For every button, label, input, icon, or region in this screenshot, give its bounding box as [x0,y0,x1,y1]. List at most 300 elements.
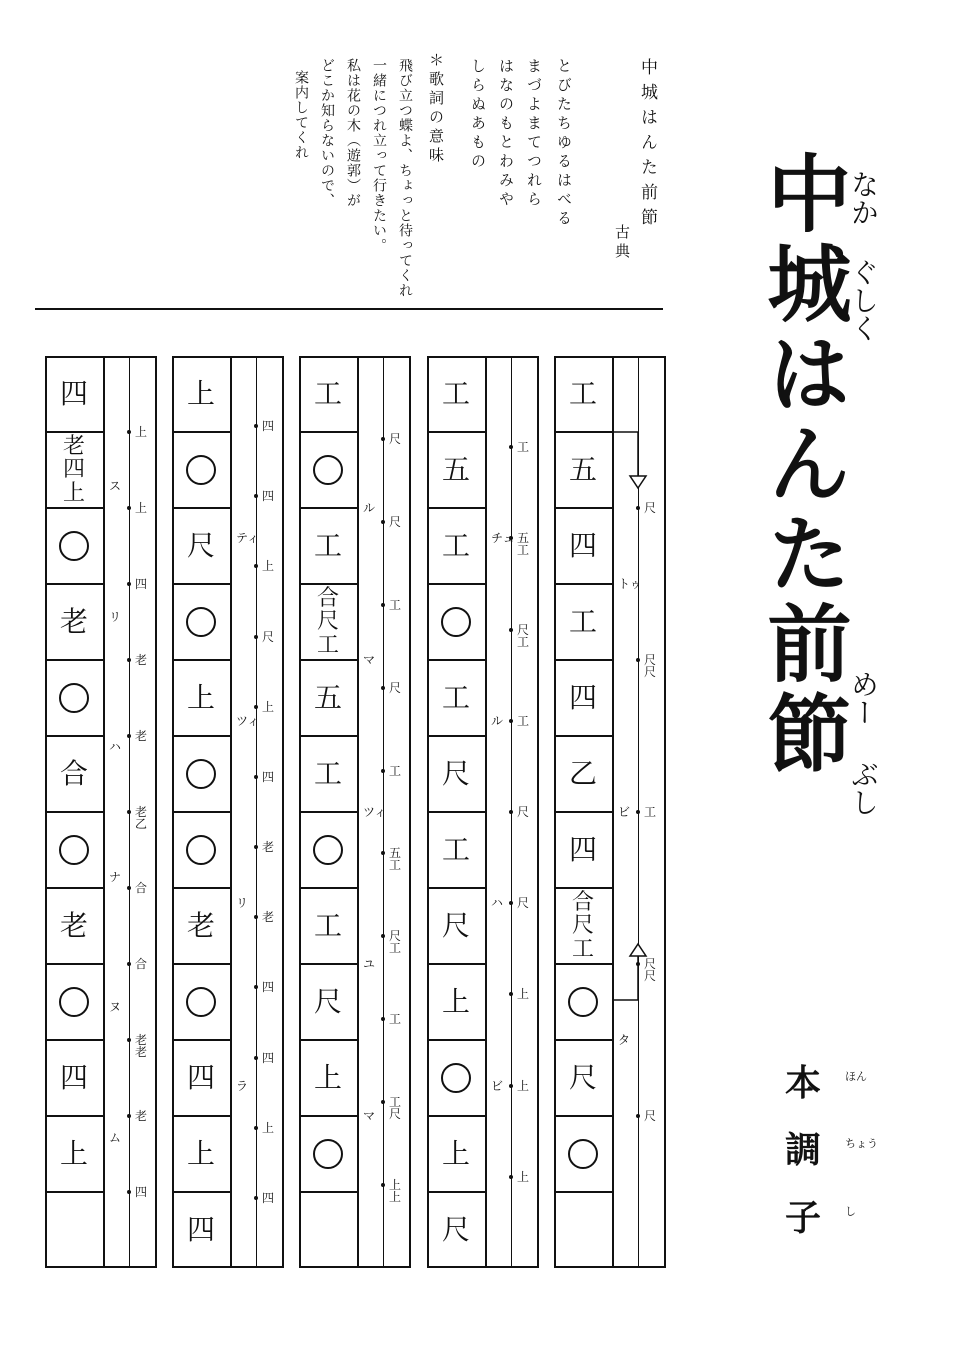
notation-char: 尺 [441,757,470,791]
score-cell [427,1192,485,1268]
note-annotation: 工 [517,714,530,728]
lyric-kana: ハ [491,896,504,910]
score-cell [299,584,357,660]
rest-circle-icon [59,531,89,561]
cell-divider [172,735,230,737]
cell-divider [45,659,103,661]
cell-divider [299,1115,357,1117]
note-annotation: 上 [262,700,275,714]
cell-divider [554,431,612,433]
score-cell [172,1192,230,1268]
score-cell [427,1116,485,1192]
note-dot-icon [254,1196,258,1200]
note-annotation: 工 [644,805,657,819]
notation-char: 合 尺 工 [316,586,339,658]
meaning-line-1: 飛び立つ蝶よ、ちょっと待ってくれ [397,58,413,298]
score-cell [554,1040,612,1116]
lyric-kana: ツィ [236,714,260,728]
note-annotation: 尺 [389,515,402,529]
score-cell [45,660,103,736]
cell-divider [299,659,357,661]
score-cell [427,584,485,660]
score-cell [554,888,612,964]
score-cell [45,1116,103,1192]
cell-divider [299,1039,357,1041]
note-dot-icon [381,437,385,441]
lyric-kana: マ [363,653,376,667]
verse-line-1: とびたちゆるはべる [555,58,573,229]
note-dot-icon [127,1038,131,1042]
cell-divider [45,811,103,813]
lyric-kana: ハ [109,740,122,754]
cell-divider [427,659,485,661]
cell-divider [172,583,230,585]
notation-char: 合 [59,757,88,791]
notation-char: 上 [186,1137,215,1171]
score-cell [172,660,230,736]
cell-divider [299,1191,357,1193]
cell-divider [45,583,103,585]
cell-divider [427,583,485,585]
rest-circle-icon [59,987,89,1017]
note-annotation: 尺工 [517,623,530,649]
big-title-ruby-gushiku: ぐしく [847,258,880,342]
rest-circle-icon [568,1139,598,1169]
score-cell [299,356,357,432]
score-cell [554,1192,612,1268]
note-annotation: 工 [389,598,402,612]
notation-char: 四 [568,529,597,563]
cell-divider [172,431,230,433]
notation-char: 上 [59,1137,88,1171]
note-dot-icon [381,934,385,938]
note-dot-icon [254,1126,258,1130]
score-cell [427,432,485,508]
cell-divider [172,887,230,889]
cell-divider [299,583,357,585]
note-annotation: 五工 [389,846,402,872]
score-cell [554,356,612,432]
lyric-kana: ス [109,479,122,493]
cell-divider [45,1115,103,1117]
rest-circle-icon [313,1139,343,1169]
cell-divider [554,1039,612,1041]
note-annotation: 尺 [389,432,402,446]
note-annotation: 四 [262,980,275,994]
score-cell [172,584,230,660]
score-cell [299,508,357,584]
verse-line-2: まづよまてつれら [525,58,543,210]
notation-char: 工 [568,605,597,639]
lyric-kana: ナ [109,870,122,884]
score-cell [554,432,612,508]
note-dot-icon [509,992,513,996]
cell-divider [172,811,230,813]
score-cell [45,356,103,432]
meaning-line-2: 一緒につれ立って行きたい。 [371,58,387,253]
lyric-kana: タ [618,1033,631,1047]
cell-divider [427,735,485,737]
note-annotation: 四 [262,419,275,433]
note-dot-icon [127,962,131,966]
score-cell [172,812,230,888]
note-dot-icon [381,1100,385,1104]
note-dot-icon [381,851,385,855]
rest-circle-icon [186,607,216,637]
score-cell [172,1116,230,1192]
note-annotation: 工 [389,1012,402,1026]
lyric-kana: トゥ [618,577,642,591]
notation-char: 工 [313,529,342,563]
note-dot-icon [509,628,513,632]
lyric-kana: ム [109,1131,122,1145]
note-dot-icon [127,658,131,662]
note-annotation: 老 [135,729,148,743]
big-title-ruby-bushi: ぶし [847,760,880,816]
score-cell [45,1040,103,1116]
key-char-cho: 調 [785,1129,822,1171]
score-cell [427,812,485,888]
notation-char: 乙 [568,757,597,791]
note-dot-icon [254,705,258,709]
key-ruby-hon: ほん [845,1070,867,1083]
notation-char: 上 [186,681,215,715]
note-annotation: 尺 [644,1109,657,1123]
verse-line-4: しらぬあもの [469,58,487,172]
note-annotation: 上 [517,987,530,1001]
notation-char: 工 [313,909,342,943]
score-cell [45,888,103,964]
score-cell [45,1192,103,1268]
notation-char: 上 [441,985,470,1019]
note-annotation: 上 [262,559,275,573]
cell-divider [554,887,612,889]
cell-divider [172,659,230,661]
note-annotation: 四 [262,770,275,784]
notation-char: 工 [568,377,597,411]
note-dot-icon [254,635,258,639]
notation-char: 合 尺 工 [571,890,594,962]
note-annotation: 老 [262,840,275,854]
header-rule [35,308,663,310]
note-dot-icon [254,915,258,919]
score-cell [554,660,612,736]
note-annotation: 老乙 [135,805,148,831]
note-dot-icon [381,1017,385,1021]
note-dot-icon [254,564,258,568]
meaning-line-3: 私は花の木（遊郭）が [345,58,361,208]
note-dot-icon [254,1056,258,1060]
score-cell [554,1116,612,1192]
note-annotation: 四 [262,1191,275,1205]
cell-divider [554,583,612,585]
lyric-kana: ル [491,714,504,728]
notation-char: 老 [59,605,88,639]
score-cell [427,964,485,1040]
note-dot-icon [636,658,640,662]
note-dot-icon [127,582,131,586]
note-annotation: 尺 [262,630,275,644]
score-cell [427,508,485,584]
score-cell [172,888,230,964]
note-dot-icon [509,810,513,814]
verse-line-3: はなのもとわみや [497,58,515,210]
notation-char: 上 [441,1137,470,1171]
score-cell [299,888,357,964]
notation-char: 工 [313,757,342,791]
score-cell [45,432,103,508]
note-dot-icon [636,1114,640,1118]
score-cell [427,660,485,736]
header-title-line: 中城はんた前節 [637,58,657,233]
score-cell [172,432,230,508]
notation-char: 尺 [441,1213,470,1247]
big-title-ruby-naka: なか [847,170,880,226]
note-annotation: 上上 [389,1178,402,1204]
lyric-kana: ビ [491,1079,504,1093]
score-column-3 [299,356,411,1268]
cell-divider [45,1191,103,1193]
cell-divider [427,431,485,433]
cell-divider [554,735,612,737]
note-annotation: 上 [262,1121,275,1135]
note-annotation: 尺尺 [644,653,657,679]
rest-circle-icon [59,683,89,713]
meaning-heading: ＊歌詞の意味 [427,52,445,166]
note-annotation: 上 [517,1170,530,1184]
cell-divider [299,431,357,433]
score-cell [427,1040,485,1116]
lyric-kana: ティ [236,531,260,545]
notation-char: 老 [59,909,88,943]
score-cell [299,736,357,812]
notation-char: 四 [186,1213,215,1247]
lyric-kana: ビ [618,805,631,819]
score-column-4 [172,356,284,1268]
score-cell [172,736,230,812]
cell-divider [45,735,103,737]
guide-line [256,356,257,1268]
notation-char: 尺 [186,529,215,563]
score-cell [299,964,357,1040]
rest-circle-icon [568,987,598,1017]
lyric-kana: チュ [491,531,515,545]
note-dot-icon [254,845,258,849]
score-cell [299,432,357,508]
rest-circle-icon [441,1063,471,1093]
note-annotation: 上 [135,425,148,439]
cell-divider [554,507,612,509]
meaning-line-5: 案内してくれ [293,70,309,160]
score-cell [427,356,485,432]
notation-char: 四 [186,1061,215,1095]
notation-char: 上 [313,1061,342,1095]
note-annotation: 尺 [644,501,657,515]
note-annotation: 四 [135,1185,148,1199]
score-cell [427,736,485,812]
note-annotation: 尺 [517,805,530,819]
note-dot-icon [127,1114,131,1118]
notation-char: 尺 [313,985,342,1019]
note-dot-icon [254,985,258,989]
score-cell [554,812,612,888]
notation-char: 老 [186,909,215,943]
score-cell [45,508,103,584]
cell-divider [299,507,357,509]
note-dot-icon [636,506,640,510]
score-column-2 [427,356,539,1268]
note-annotation: 尺尺 [644,957,657,983]
score-cell [554,736,612,812]
score-cell [299,812,357,888]
note-annotation: 四 [262,1051,275,1065]
cell-divider [554,659,612,661]
rest-circle-icon [313,835,343,865]
rest-circle-icon [186,455,216,485]
cell-divider [299,735,357,737]
note-dot-icon [381,769,385,773]
score-column-1 [554,356,666,1268]
note-dot-icon [127,810,131,814]
rest-circle-icon [186,759,216,789]
big-title: 中城はんた前節 [754,150,852,780]
score-cell [45,584,103,660]
notation-char: 工 [441,833,470,867]
note-dot-icon [381,520,385,524]
cell-divider [172,1039,230,1041]
rest-circle-icon [59,835,89,865]
score-cell [554,964,612,1040]
note-dot-icon [254,424,258,428]
note-dot-icon [254,494,258,498]
cell-divider [45,507,103,509]
note-annotation: 尺 [389,681,402,695]
note-dot-icon [509,901,513,905]
note-dot-icon [509,719,513,723]
lyric-kana: ツィ [363,805,387,819]
cell-divider [172,1191,230,1193]
meaning-line-4: どこか知らないので、 [319,58,335,208]
score-cell [45,812,103,888]
note-annotation: 合 [135,957,148,971]
note-annotation: 合 [135,881,148,895]
cell-divider [554,1191,612,1193]
note-annotation: 工 [517,440,530,454]
return-arrow-icon [612,942,652,1002]
rest-circle-icon [186,987,216,1017]
score-cell [427,888,485,964]
score-cell [554,584,612,660]
cell-divider [299,887,357,889]
notation-char: 四 [59,1061,88,1095]
score-cell [299,1192,357,1268]
header-koten: 古典 [613,224,631,262]
note-dot-icon [509,1084,513,1088]
note-annotation: 四 [135,577,148,591]
cell-divider [427,963,485,965]
repeat-arrow-icon [612,430,652,490]
note-dot-icon [509,1175,513,1179]
key-char-shi: 子 [785,1197,822,1239]
key-ruby-cho: ちょう [845,1137,878,1150]
score-cell [554,508,612,584]
note-dot-icon [381,1183,385,1187]
note-dot-icon [127,430,131,434]
notation-char: 工 [313,377,342,411]
big-title-ruby-mee: めー [847,670,880,726]
lyric-kana: ユ [363,957,376,971]
score-cell [299,660,357,736]
cell-divider [45,963,103,965]
notation-char: 五 [568,453,597,487]
note-annotation: 尺 [517,896,530,910]
notation-char: 尺 [568,1061,597,1095]
cell-divider [427,887,485,889]
note-annotation: 四 [262,489,275,503]
notation-char: 四 [568,681,597,715]
score-cell [45,736,103,812]
notation-char: 四 [568,833,597,867]
lyric-kana: リ [236,896,249,910]
notation-char: 老 四 上 [62,434,85,506]
note-annotation: 尺工 [389,929,402,955]
notation-char: 工 [441,529,470,563]
note-annotation: 上 [517,1079,530,1093]
cell-divider [427,1191,485,1193]
cell-divider [554,1115,612,1117]
key-char-hon: 本 [785,1062,822,1104]
note-dot-icon [127,1190,131,1194]
score-cell [172,508,230,584]
score-cell [299,1116,357,1192]
note-annotation: 工尺 [389,1095,402,1121]
note-annotation: 老 [262,910,275,924]
score-cell [45,964,103,1040]
notation-char: 工 [441,377,470,411]
score-column-5 [45,356,157,1268]
key-ruby-shi: し [845,1205,856,1218]
cell-divider [45,431,103,433]
score-cell [172,964,230,1040]
note-annotation: 工 [389,764,402,778]
cell-divider [45,1039,103,1041]
score-cell [299,1040,357,1116]
cell-divider [427,507,485,509]
note-dot-icon [509,445,513,449]
notation-char: 工 [441,681,470,715]
note-annotation: 五工 [517,531,530,557]
note-dot-icon [381,686,385,690]
lyric-kana: ラ [236,1079,249,1093]
cell-divider [427,811,485,813]
rest-circle-icon [313,455,343,485]
lyric-kana: ヌ [109,1000,122,1014]
notation-char: 五 [313,681,342,715]
cell-divider [427,1115,485,1117]
rest-circle-icon [441,607,471,637]
notation-char: 上 [186,377,215,411]
cell-divider [172,507,230,509]
note-dot-icon [127,886,131,890]
cell-divider [427,1039,485,1041]
note-dot-icon [127,506,131,510]
cell-divider [172,1115,230,1117]
score-cell [172,1040,230,1116]
note-dot-icon [381,603,385,607]
note-annotation: 上 [135,501,148,515]
notation-char: 尺 [441,909,470,943]
note-dot-icon [127,734,131,738]
